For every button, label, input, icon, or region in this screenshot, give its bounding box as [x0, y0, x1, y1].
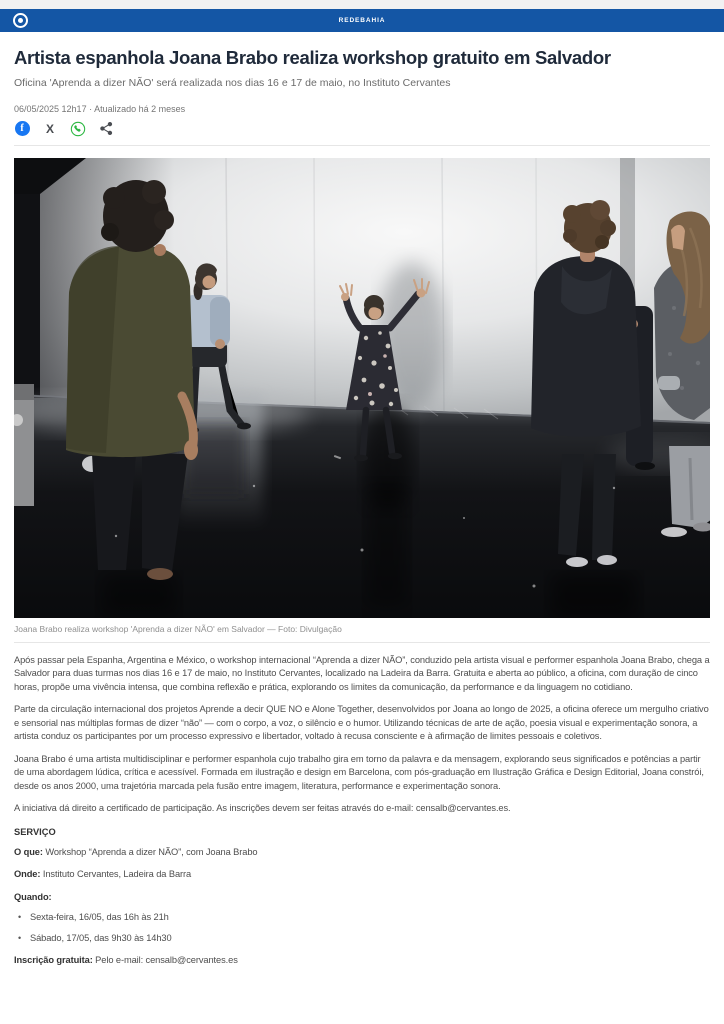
- page-title: Artista espanhola Joana Brabo realiza workshop gratuito em Salvador: [14, 47, 611, 68]
- article-subtitle: Oficina 'Aprenda a dizer NÃO' será realizada nos dias 16 e 17 de maio, no Instituto Cervantes: [14, 76, 451, 89]
- service-heading: SERVIÇO: [14, 826, 56, 837]
- service-what-label: O que:: [14, 846, 43, 857]
- service-where-label: Onde:: [14, 869, 41, 880]
- service-when: [14, 891, 710, 905]
- browser-top-strip: [0, 0, 724, 9]
- header-divider: [14, 145, 710, 146]
- service-where: Onde: Instituto Cervantes, Ladeira da Barra: [14, 869, 192, 880]
- service-when-label: Quando:: [14, 891, 52, 902]
- photo-caption: Joana Brabo realiza workshop 'Aprenda a dizer NÃO' em Salvador — Foto: Divulgação: [14, 623, 342, 634]
- service-what: O que: Workshop “Aprenda a dizer NÃO”, com Joana Brabo: [14, 846, 258, 857]
- caption-divider: [14, 642, 710, 643]
- article-body: [14, 654, 710, 968]
- paragraph-4: A iniciativa dá direito a certificado de participação. As inscrições devem ser feitas através do e-mail: censalb@cervantes.es.: [14, 803, 511, 814]
- whatsapp-icon[interactable]: [70, 121, 86, 137]
- share-row: [14, 121, 710, 137]
- share-icon[interactable]: [98, 121, 114, 137]
- paragraph-3: Joana Brabo é uma artista multidisciplinar e performer espanhola cujo trabalho gira em torno da palavra e da mensagem, explorando seus significados e potências a partir de uma abordagem lúdica, crítica e acessível. Formada em ilustração e design em Barcelona, com pós-graduação em Ilustração Gráfica e Design Editorial, Joana constrói, desde os anos 2000, uma trajetória marcada pela fusão entre imagem, literatura, performance e experimentação sonora.: [14, 753, 704, 791]
- paragraph-1: Após passar pela Espanha, Argentina e México, o workshop internacional “Aprenda a dizer NÃO”, conduzido pela artista visual e performer espanhola Joana Brabo, chega a Salvador para duas turmas nos dias 16 e 17 de maio, no Instituto Cervantes, localizado na Ladeira da Barra. Gratuita e aberta ao público, a oficina, com duração de cinco horas, propõe uma vivência intensa, que combina reflexão e prática, explorando os limites da comunicação, da performance e da linguagem no cotidiano.: [14, 654, 710, 692]
- site-header-bar: [0, 9, 724, 32]
- paragraph-2: Parte da circulação internacional dos projetos Aprende a decir QUE NO e Alone Together, desenvolvidos por Joana ao longo de 2025, a oficina oferece um mergulho criativo e sensorial nas múltiplas formas de dizer “não” — com o corpo, a voz, o silêncio e o humor. Utilizando técnicas de arte de ação, poesia visual e experimentação sonora, a artista conduz os participantes por um processo expressivo e libertador, voltado à recusa consciente e à afirmação de limites pessoais e coletivos.: [14, 704, 709, 742]
- list-item: • Sexta-feira, 16/05, das 16h às 21h: [14, 911, 710, 925]
- x-twitter-icon[interactable]: X: [45, 121, 54, 136]
- article-photo: [14, 158, 710, 618]
- service-signup-label: Inscrição gratuita:: [14, 955, 93, 966]
- article-dateline: 06/05/2025 12h17 · Atualizado há 2 meses: [14, 103, 186, 114]
- workshop-photo-illustration: [14, 158, 710, 618]
- facebook-icon[interactable]: f: [14, 121, 30, 137]
- site-brand[interactable]: REDEBAHIA: [338, 17, 386, 24]
- service-signup: Inscrição gratuita: Pelo e-mail: censalb@cervantes.es: [14, 955, 238, 966]
- when-list: [14, 911, 710, 945]
- list-item: • Sábado, 17/05, das 9h30 às 14h30: [14, 932, 710, 946]
